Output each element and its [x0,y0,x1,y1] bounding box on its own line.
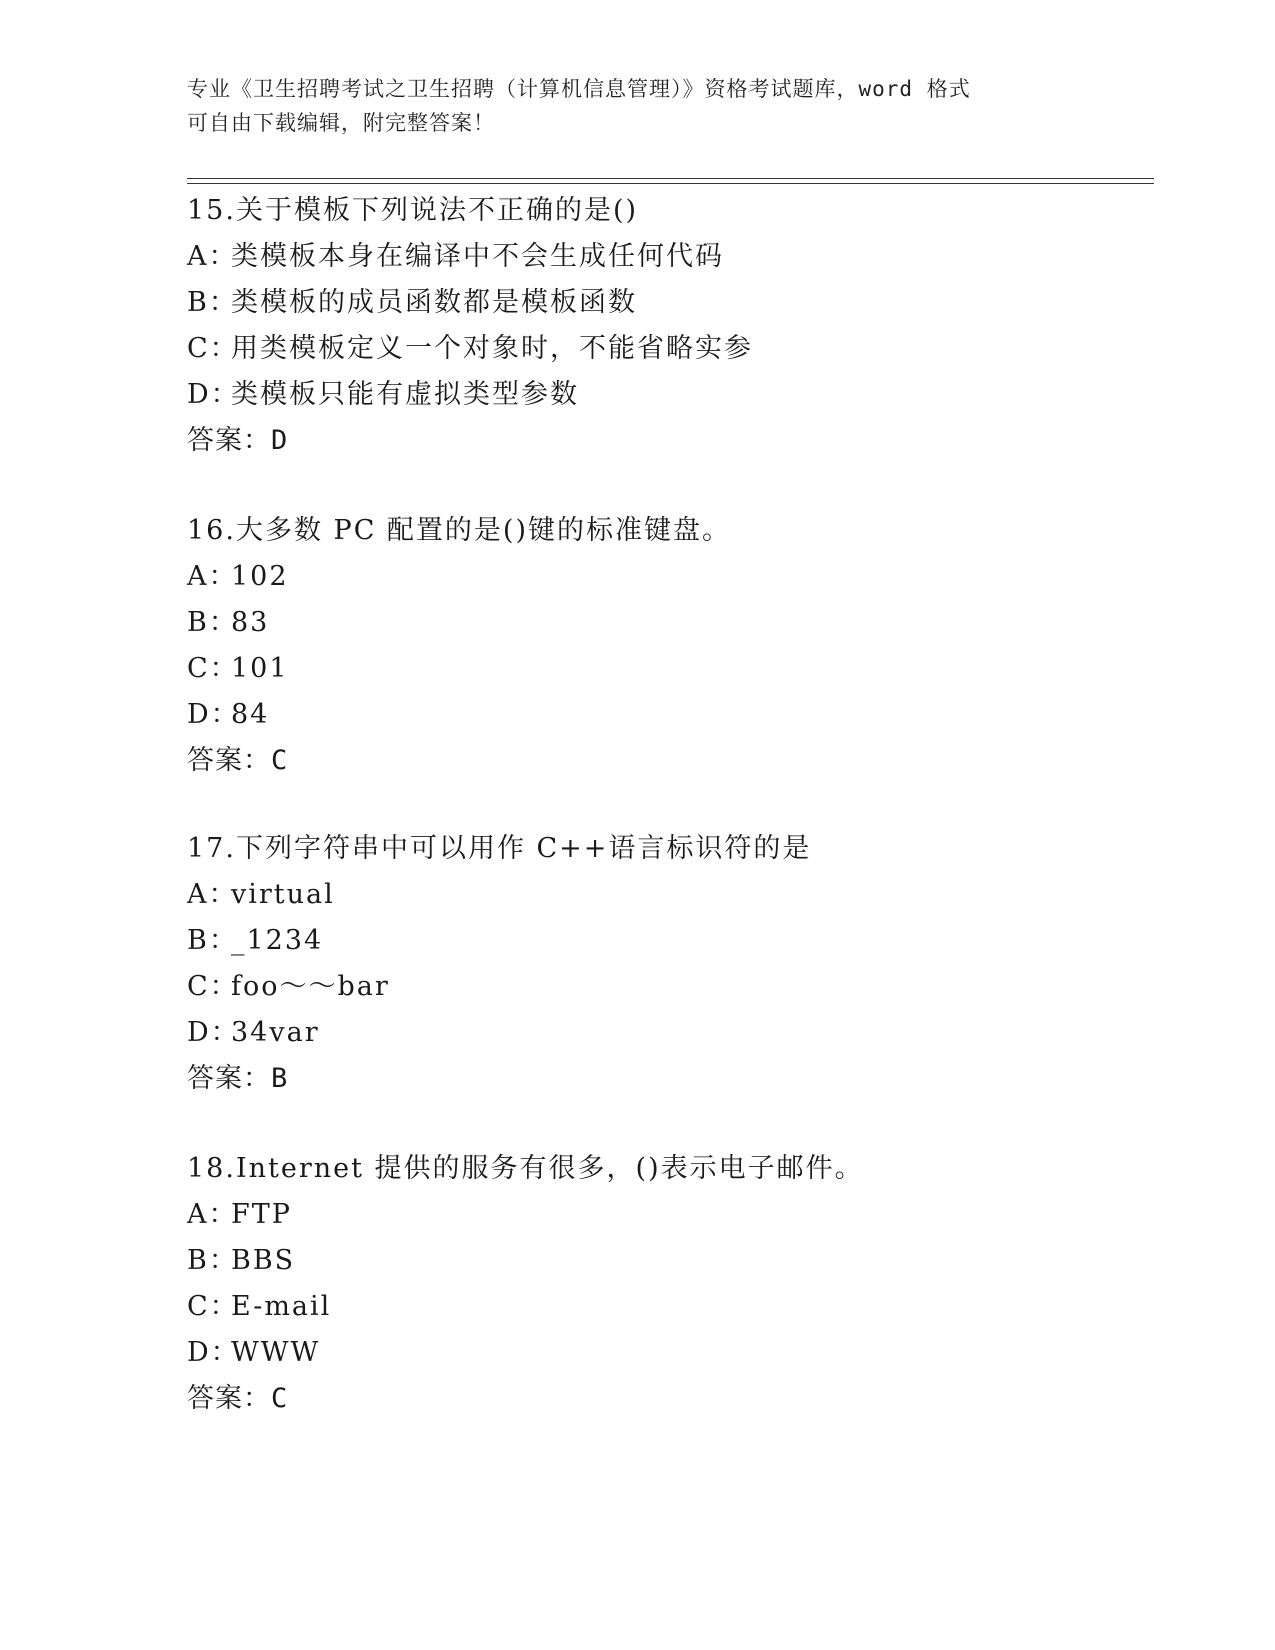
option-d [187,372,1147,418]
option-text: BBS [231,1245,296,1276]
answer-label: 答案： [187,425,271,456]
option-key: D： [187,1017,240,1048]
option-text: virtual [231,879,335,910]
question-stem: 18.Internet 提供的服务有很多，()表示电子邮件。 [187,1153,864,1184]
option-a [187,872,1147,918]
answer-label: 答案： [187,1063,271,1094]
option-key: A： [187,241,238,272]
answer-line [187,1376,1147,1422]
option-text: 类模板只能有虚拟类型参数 [231,379,579,410]
option-c [187,1284,1147,1330]
option-text: 101 [231,653,289,684]
option-key: D： [187,699,240,730]
option-d [187,1010,1147,1056]
option-c [187,326,1147,372]
answer-label: 答案： [187,745,271,776]
question-block [187,188,1147,464]
option-text: WWW [231,1337,321,1368]
option-text: 类模板的成员函数都是模板函数 [231,287,637,318]
answer-label: 答案： [187,1383,271,1414]
question-block [187,826,1147,1102]
option-b [187,600,1147,646]
option-a [187,554,1147,600]
option-c [187,646,1147,692]
option-b [187,280,1147,326]
option-d [187,1330,1147,1376]
answer-line [187,1056,1147,1102]
option-c [187,964,1147,1010]
option-key: C： [187,333,239,364]
question-stem: 15.关于模板下列说法不正确的是() [187,195,639,226]
answer-value: D [271,425,289,456]
header-divider-top [187,178,1154,179]
option-text: 类模板本身在编译中不会生成任何代码 [231,241,724,272]
option-text: FTP [231,1199,292,1230]
question-block [187,1146,1147,1422]
option-text: foo～～bar [231,971,390,1002]
option-key: C： [187,653,239,684]
header-line-2: 可自由下载编辑，附完整答案！ [187,111,495,135]
option-d [187,692,1147,738]
option-a [187,234,1147,280]
question-stem: 16.大多数 PC 配置的是()键的标准键盘。 [187,515,731,546]
option-key: C： [187,971,239,1002]
option-key: D： [187,379,240,410]
option-text: 84 [231,699,270,730]
option-key: B： [187,925,238,956]
option-text: 用类模板定义一个对象时，不能省略实参 [231,333,753,364]
option-key: B： [187,1245,238,1276]
answer-line [187,738,1147,784]
question-block [187,508,1147,784]
option-text: 102 [231,561,289,592]
option-key: A： [187,561,238,592]
option-text: 34var [231,1017,320,1048]
answer-value: C [271,1383,289,1414]
option-text: _1234 [231,925,324,956]
header-line-1: 专业《卫生招聘考试之卫生招聘（计算机信息管理）》资格考试题库，word 格式 [187,77,971,101]
option-key: A： [187,1199,238,1230]
option-text: 83 [231,607,270,638]
document-header [187,72,1087,140]
option-text: E-mail [231,1291,332,1322]
answer-value: C [271,745,289,776]
option-b [187,918,1147,964]
answer-line [187,418,1147,464]
option-b [187,1238,1147,1284]
answer-value: B [271,1063,289,1094]
option-key: B： [187,607,238,638]
option-a [187,1192,1147,1238]
option-key: A： [187,879,238,910]
question-stem: 17.下列字符串中可以用作 C++语言标识符的是 [187,833,812,864]
option-key: D： [187,1337,240,1368]
option-key: B： [187,287,238,318]
header-divider-bottom [187,183,1154,184]
option-key: C： [187,1291,239,1322]
